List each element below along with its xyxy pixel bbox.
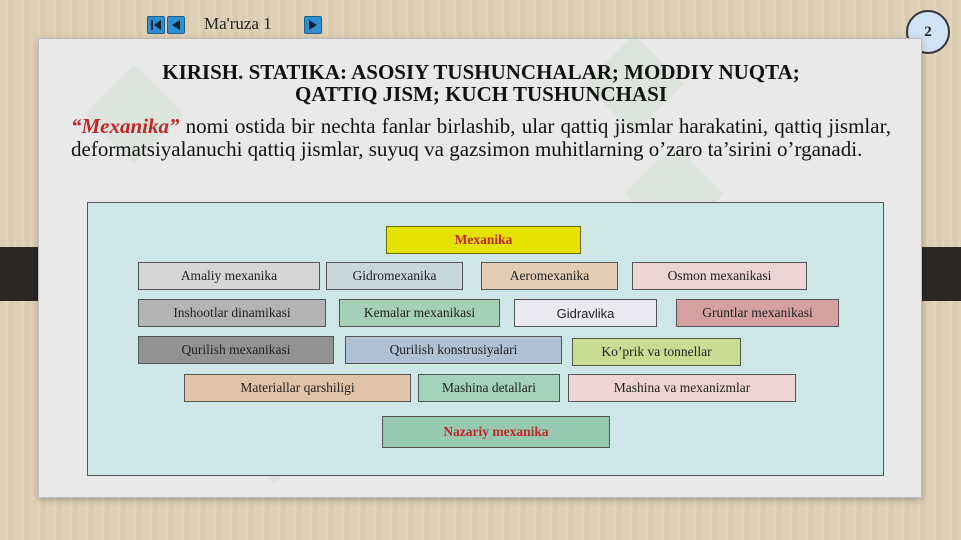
lecture-title: Ma'ruza 1 (204, 14, 272, 33)
page-number-badge: 2 (906, 10, 950, 54)
slide-panel (38, 38, 922, 498)
highlight-term: “Mexanika” (71, 114, 180, 138)
diagram-box-koprik-va-tonnellar[interactable]: Ko’prik va tonnellar (572, 338, 741, 366)
first-slide-button[interactable] (147, 16, 165, 34)
diagram-box-mashina-va-mexanizmlar[interactable]: Mashina va mexanizmlar (568, 374, 796, 402)
arrow-right-icon (305, 17, 321, 33)
slide-title-line-1: KIRISH. STATIKA: ASOSIY TUSHUNCHALAR; MODDIY NUQTA; (162, 60, 800, 84)
diagram-box-materiallar-qarshiligi[interactable]: Materiallar qarshiligi (184, 374, 411, 402)
slide-title-line-2: QATTIQ JISM; KUCH TUSHUNCHASI (294, 82, 668, 106)
diagram-box-kemalar-mexanikasi[interactable]: Kemalar mexanikasi (339, 299, 500, 327)
slide-title (39, 61, 922, 105)
mechanics-diagram (87, 202, 884, 476)
diagram-box-osmon-mexanikasi[interactable]: Osmon mexanikasi (632, 262, 807, 290)
paragraph-text: nomi ostida bir nechta fanlar birlashib, ular qattiq jismlar harakatini, qattiq jismlar, deformatsiyalanuchi qattiq jismlar, suyuq va gazsimon muhitlarning o’zaro ta’sirini o’rganadi. (71, 114, 891, 161)
diagram-box-nazariy-mexanika[interactable]: Nazariy mexanika (382, 416, 610, 448)
arrow-left-icon (168, 17, 184, 33)
diagram-box-gidravlika[interactable]: Gidravlika (514, 299, 657, 327)
previous-slide-button[interactable] (167, 16, 185, 34)
diagram-box-mashina-detallari[interactable]: Mashina detallari (418, 374, 560, 402)
diagram-box-qurilish-konstrusiyalari[interactable]: Qurilish konstrusiyalari (345, 336, 562, 364)
next-slide-button[interactable] (304, 16, 322, 34)
diagram-box-amaliy-mexanika[interactable]: Amaliy mexanika (138, 262, 320, 290)
skip-back-icon (148, 17, 164, 33)
diagram-box-inshootlar-dinamikasi[interactable]: Inshootlar dinamikasi (138, 299, 326, 327)
intro-paragraph (71, 115, 891, 161)
diagram-box-gruntlar-mexanikasi[interactable]: Gruntlar mexanikasi (676, 299, 839, 327)
diagram-box-aeromexanika[interactable]: Aeromexanika (481, 262, 618, 290)
diagram-box-qurilish-mexanikasi[interactable]: Qurilish mexanikasi (138, 336, 334, 364)
diagram-box-mexanika[interactable]: Mexanika (386, 226, 581, 254)
diagram-box-gidromexanika[interactable]: Gidromexanika (326, 262, 463, 290)
